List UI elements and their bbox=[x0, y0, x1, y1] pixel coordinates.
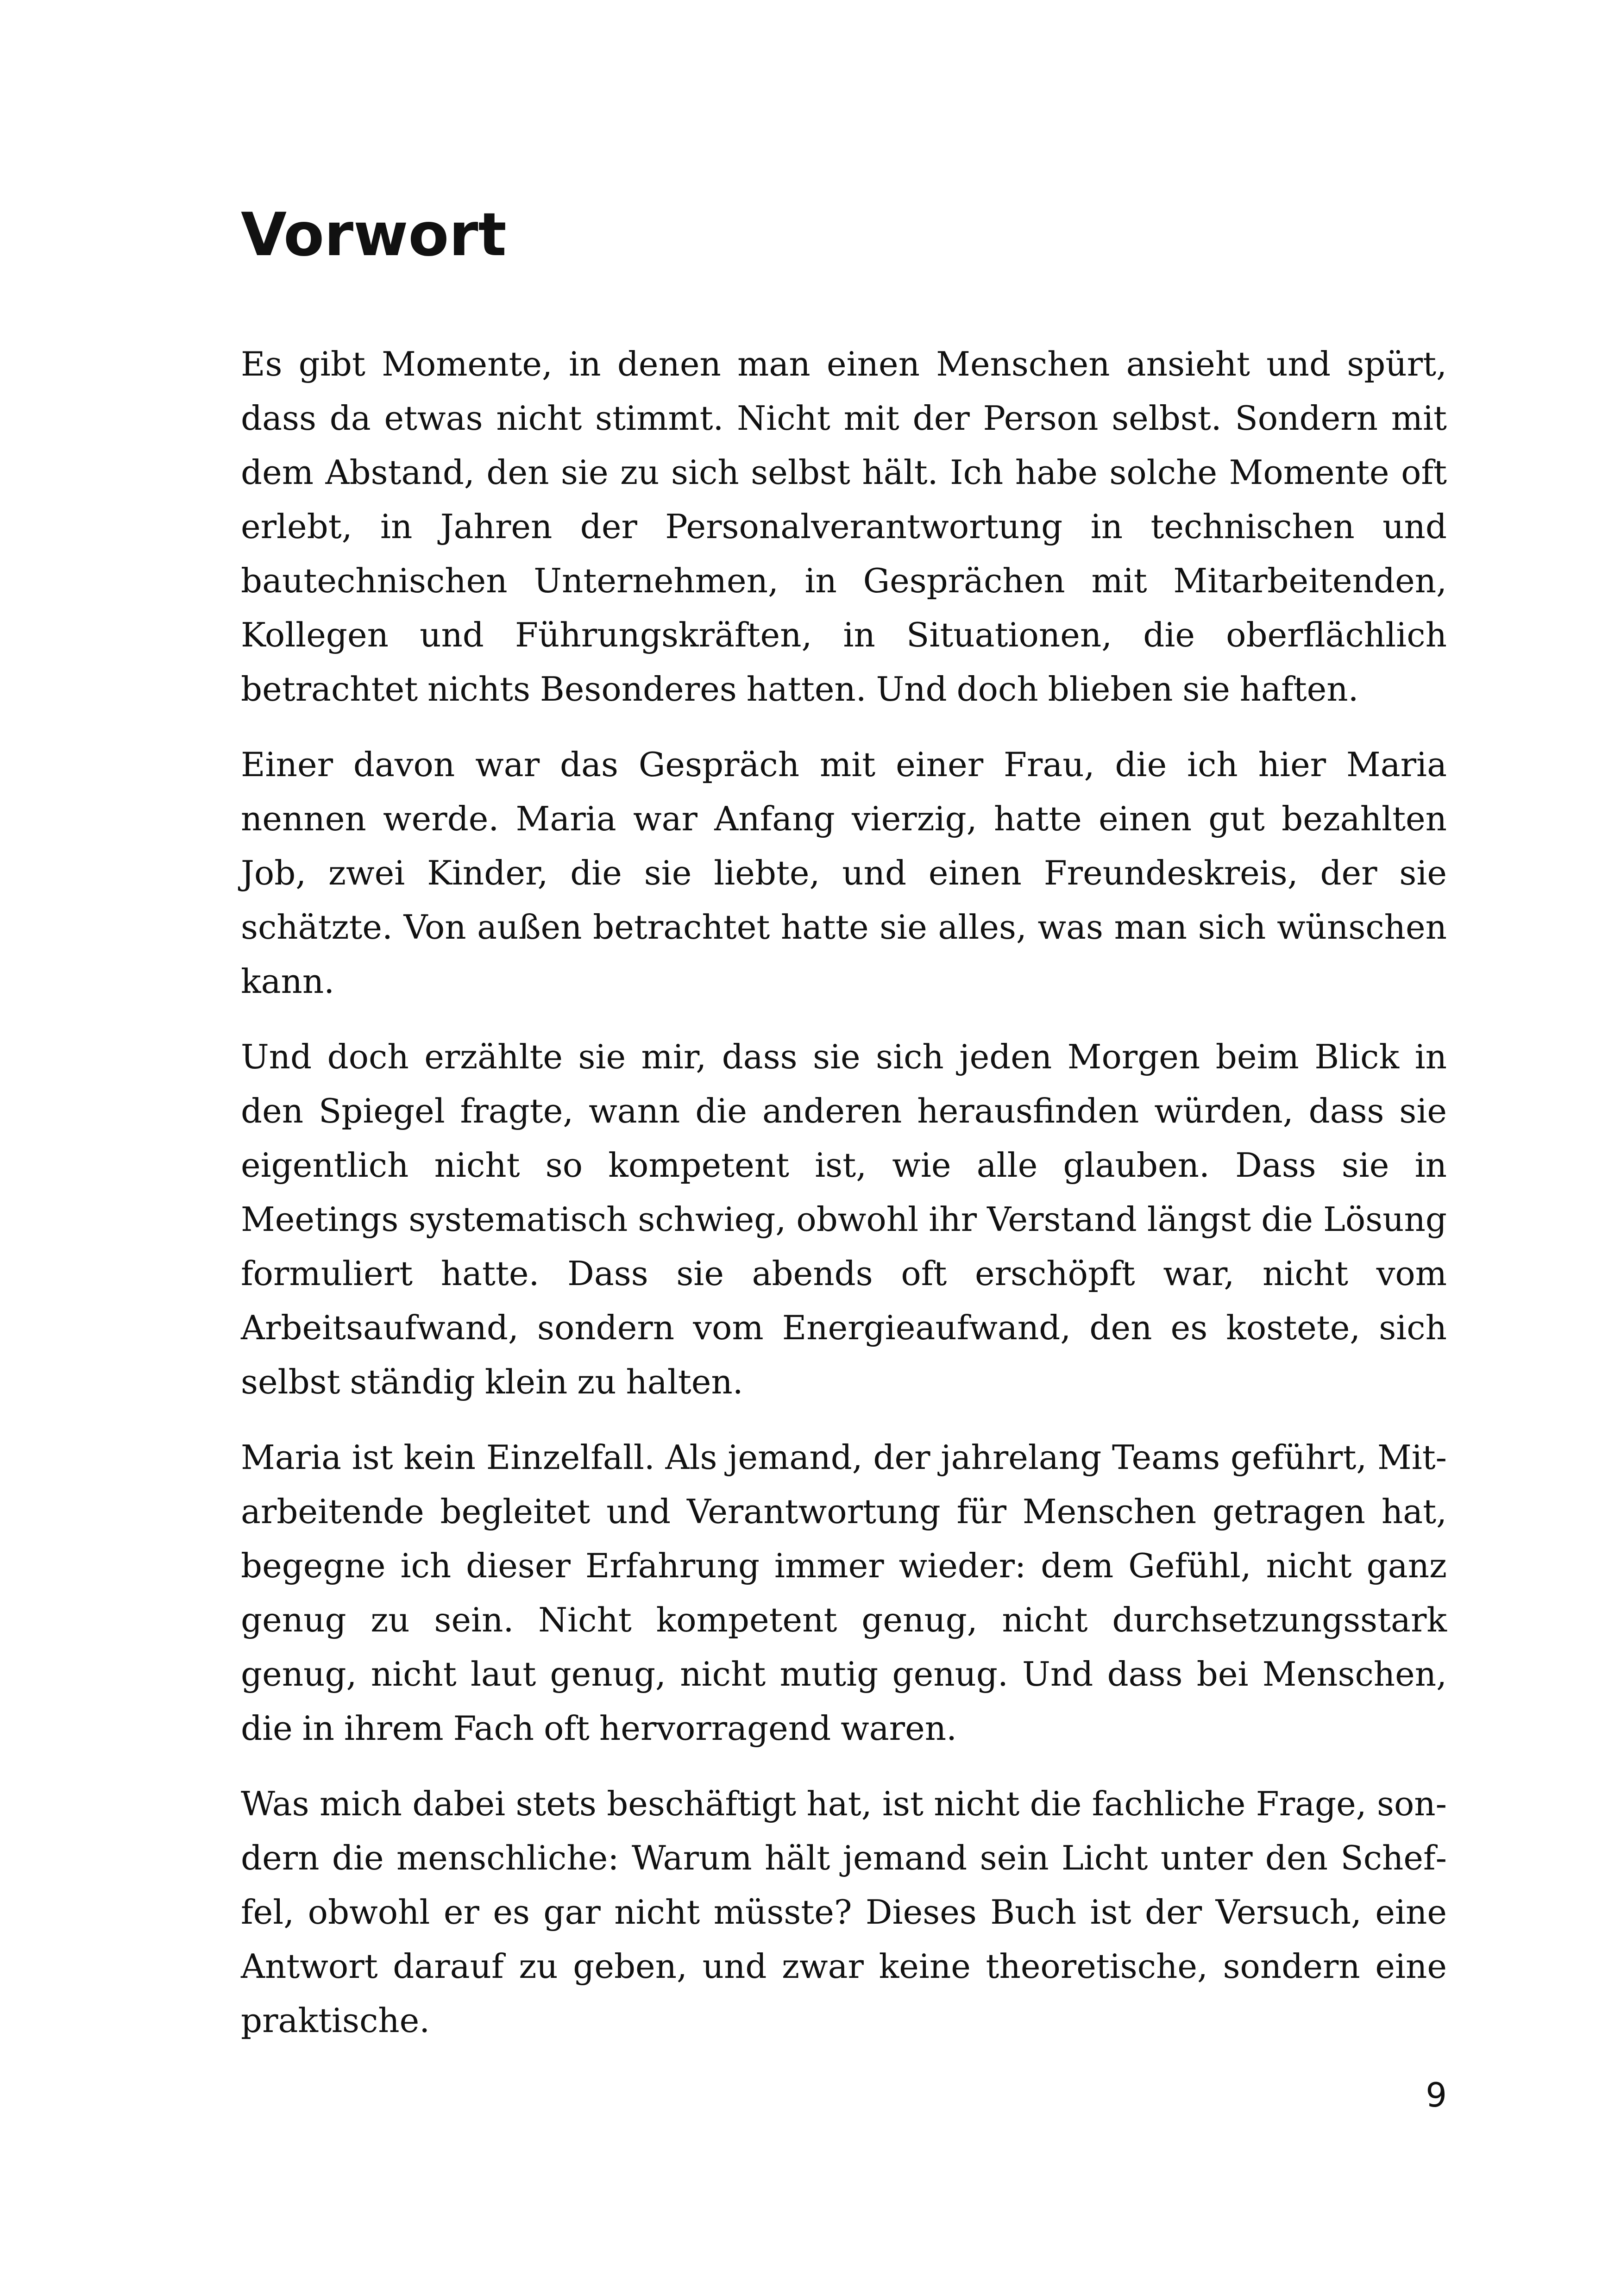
paragraph-4: Maria ist kein Einzelfall. Als jemand, der jahrelang Teams geführt, Mitarbeitende begleitet und Verantwortung für Menschen getragen hat, begegne ich dieser Erfahrung immer wieder: dem Gefühl, nicht ganz genug zu sein. Nicht kompetent genug, nicht durchsetzungsstark genug, nicht laut genug, nicht mutig genug. Und dass bei Menschen, die in ihrem Fach oft hervorragend waren. bbox=[241, 1438, 1447, 1748]
paragraph-3: Und doch erzählte sie mir, dass sie sich jeden Morgen beim Blick in den Spiegel fragte, wann die anderen herausfinden würden, dass sie eigentlich nicht so kompetent ist, wie alle glauben. Dass sie in Meetings systematisch schwieg, obwohl ihr Verstand längst die Lösung formuliert hatte. Dass sie abends oft erschöpft war, nicht vom Arbeitsaufwand, sondern vom Energieaufwand, den es kostete, sich selbst ständig klein zu halten. bbox=[241, 1037, 1447, 1401]
paragraph-1: Es gibt Momente, in denen man einen Menschen ansieht und spürt, dass da etwas nicht stimmt. Nicht mit der Person selbst. Sondern mit dem Abstand, den sie zu sich selbst hält. Ich habe solche Momente oft erlebt, in Jahren der Personalverantwortung in technischen und bautechnischen Unternehmen, in Gesprächen mit Mitarbeitenden, Kollegen und Führungskräften, in Situationen, die oberflächlich betrachtet nichts Besonderes hatten. Und doch blieben sie haften. bbox=[241, 345, 1447, 709]
page-number: 9 bbox=[1426, 2076, 1447, 2114]
chapter-heading: Vorwort bbox=[241, 201, 507, 270]
paragraph-5: Was mich dabei stets beschäftigt hat, ist nicht die fachliche Frage, sondern die menschliche: Warum hält jemand sein Licht unter den Scheffel, obwohl er es gar nicht müsste? Dieses Buch ist der Versuch, eine Antwort darauf zu geben, und zwar keine theoretische, sondern eine praktische. bbox=[241, 1784, 1447, 2040]
chapter-body bbox=[241, 337, 1447, 2048]
paragraph-2: Einer davon war das Gespräch mit einer Frau, die ich hier Maria nennen werde. Maria war Anfang vierzig, hatte einen gut bezahlten Job, zwei Kinder, die sie liebte, und einen Freundeskreis, der sie schätzte. Von außen betrachtet hatte sie alles, was man sich wünschen kann. bbox=[241, 745, 1447, 1001]
